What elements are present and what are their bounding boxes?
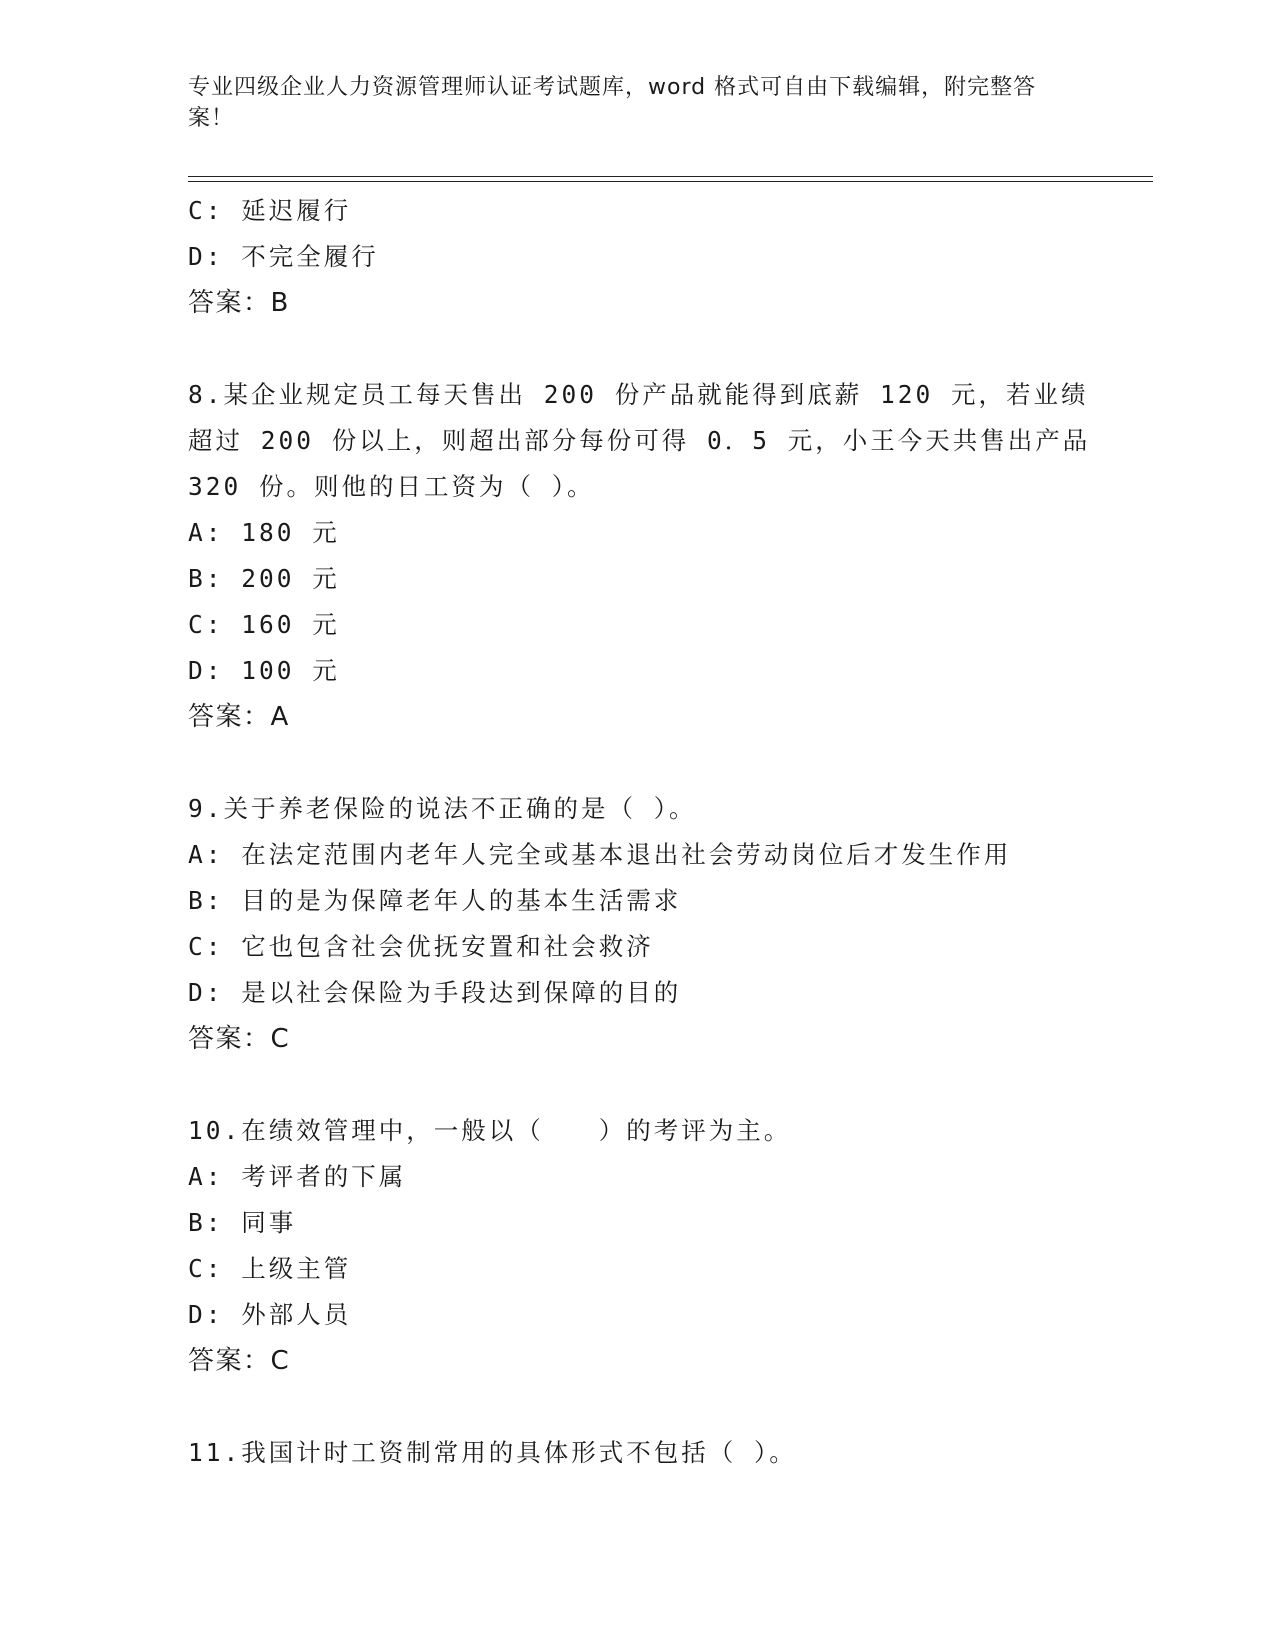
option-d: D: 100 元 <box>188 656 340 685</box>
option-c: C: 它也包含社会优抚安置和社会救济 <box>188 932 654 961</box>
option-d: D: 外部人员 <box>188 1300 352 1329</box>
question-stem: 超过 200 份以上，则超出部分每份可得 0．5 元，小王今天共售出产品 <box>188 426 1091 455</box>
question-stem: 8.某企业规定员工每天售出 200 份产品就能得到底薪 120 元，若业绩 <box>188 380 1089 409</box>
header-rule-top <box>188 176 1153 177</box>
question-stem: 10.在绩效管理中，一般以（ ）的考评为主。 <box>188 1116 792 1145</box>
option-b: B: 200 元 <box>188 564 340 593</box>
question-stem: 11.我国计时工资制常用的具体形式不包括（ ）。 <box>188 1438 797 1467</box>
question-continuation <box>188 188 1148 326</box>
option-a: A: 在法定范围内老年人完全或基本退出社会劳动岗位后才发生作用 <box>188 840 1012 869</box>
question-10 <box>188 1108 1148 1384</box>
option-d: D: 是以社会保险为手段达到保障的目的 <box>188 978 682 1007</box>
answer-line: 答案：A <box>188 702 290 732</box>
question-8 <box>188 372 1148 740</box>
question-9 <box>188 786 1148 1062</box>
option-a: A: 考评者的下属 <box>188 1162 407 1191</box>
option-c: C: 上级主管 <box>188 1254 352 1283</box>
option-a: A: 180 元 <box>188 518 340 547</box>
page-header: 专业四级企业人力资源管理师认证考试题库，word 格式可自由下载编辑，附完整答案！ <box>188 75 1037 131</box>
answer-line: 答案：C <box>188 1346 291 1376</box>
option-b: B: 同事 <box>188 1208 297 1237</box>
question-stem: 9.关于养老保险的说法不正确的是（ ）。 <box>188 794 697 823</box>
option-c: C: 延迟履行 <box>188 196 352 225</box>
question-stem: 320 份。则他的日工资为（ ）。 <box>188 472 595 501</box>
document-body <box>188 188 1148 1476</box>
option-b: B: 目的是为保障老年人的基本生活需求 <box>188 886 682 915</box>
header-rule-bottom <box>188 181 1153 182</box>
option-d: D: 不完全履行 <box>188 242 379 271</box>
option-c: C: 160 元 <box>188 610 340 639</box>
question-11 <box>188 1430 1148 1476</box>
answer-line: 答案：B <box>188 288 290 318</box>
answer-line: 答案：C <box>188 1024 291 1054</box>
